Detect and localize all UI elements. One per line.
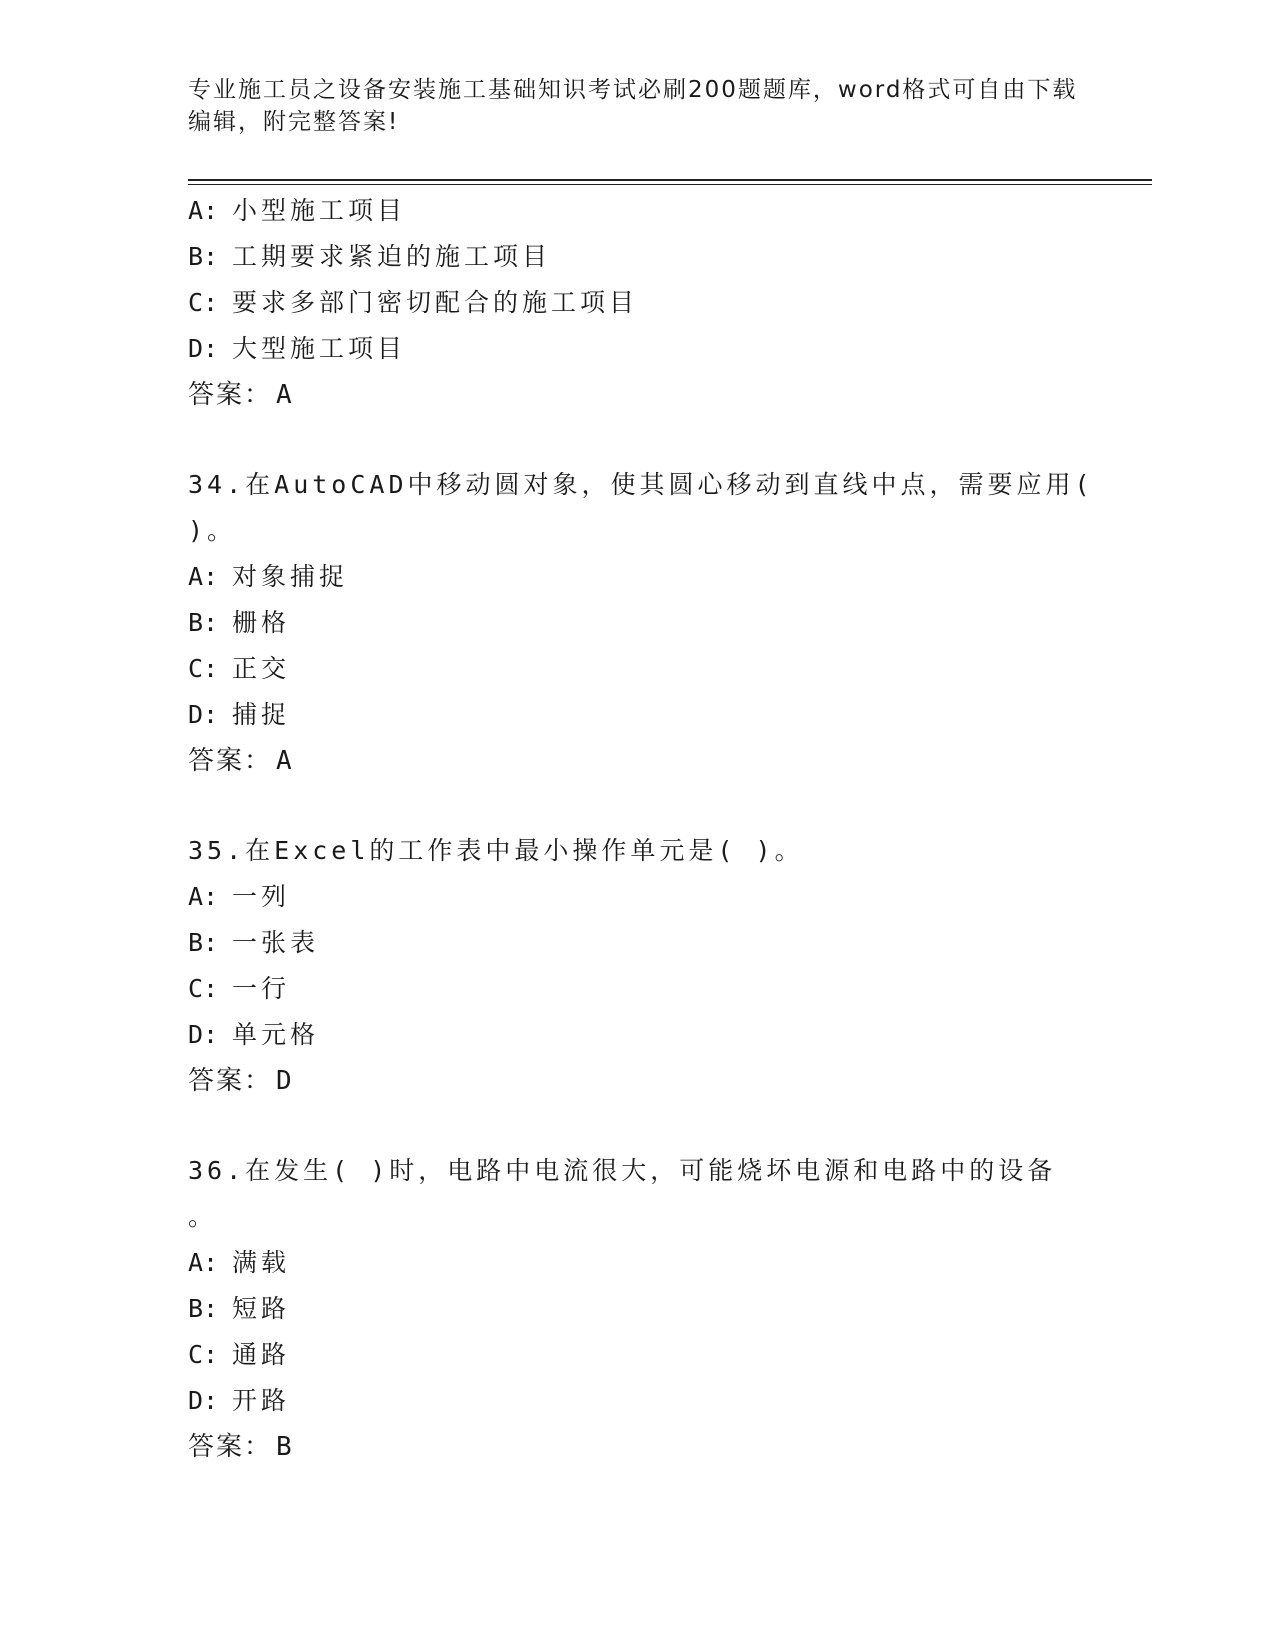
option-text: 短路 [232, 1294, 291, 1323]
option-label: A: [188, 196, 219, 225]
answer-line [188, 372, 1088, 418]
option-a [188, 1240, 1088, 1286]
option-c [188, 646, 1088, 692]
option-a [188, 554, 1088, 600]
answer-value: A [276, 380, 294, 410]
option-label: A: [188, 882, 219, 911]
option-d [188, 692, 1088, 738]
option-text: 一行 [232, 974, 291, 1003]
option-d [188, 1012, 1088, 1058]
option-c [188, 1332, 1088, 1378]
option-b [188, 600, 1088, 646]
header-divider-thin [188, 184, 1152, 185]
question-block-34 [188, 462, 1094, 784]
option-text: 工期要求紧迫的施工项目 [232, 242, 552, 271]
option-c [188, 280, 1088, 326]
header-line-2: 编辑，附完整答案! [188, 109, 400, 135]
option-label: C: [188, 288, 219, 317]
option-b [188, 1286, 1088, 1332]
option-label: D: [188, 700, 219, 729]
option-label: B: [188, 928, 219, 957]
question-block-35 [188, 828, 1088, 1104]
option-text: 大型施工项目 [232, 334, 407, 363]
option-label: D: [188, 1020, 219, 1049]
option-label: C: [188, 654, 219, 683]
header-line-1: 专业施工员之设备安装施工基础知识考试必刷200题题库，word格式可自由下载 [188, 77, 1078, 103]
option-text: 对象捕捉 [232, 562, 349, 591]
answer-line [188, 1058, 1088, 1104]
option-d [188, 326, 1088, 372]
option-text: 一张表 [232, 928, 320, 957]
question-text-cont: )。 [188, 516, 237, 545]
option-label: A: [188, 1248, 219, 1277]
option-label: C: [188, 1340, 219, 1369]
option-label: D: [188, 334, 219, 363]
answer-label: 答案： [188, 380, 273, 410]
answer-value: B [276, 1432, 294, 1462]
question-text-cont: 。 [188, 1202, 218, 1231]
option-b [188, 234, 1088, 280]
option-text: 开路 [232, 1386, 291, 1415]
option-text: 通路 [232, 1340, 291, 1369]
document-header [188, 74, 1088, 138]
question-block-33 [188, 188, 1088, 418]
question-text: 36.在发生( )时，电路中电流很大，可能烧坏电源和电路中的设备 [188, 1156, 1057, 1185]
option-label: C: [188, 974, 219, 1003]
option-label: A: [188, 562, 219, 591]
option-d [188, 1378, 1088, 1424]
answer-label: 答案： [188, 1066, 273, 1096]
answer-value: A [276, 746, 294, 776]
question-text: 34.在AutoCAD中移动圆对象，使其圆心移动到直线中点，需要应用( [188, 470, 1094, 499]
answer-label: 答案： [188, 1432, 273, 1462]
question-list [188, 188, 1094, 1470]
option-text: 小型施工项目 [232, 196, 407, 225]
answer-label: 答案： [188, 746, 273, 776]
header-divider-thick [188, 179, 1152, 181]
option-text: 满载 [232, 1248, 291, 1277]
option-label: B: [188, 242, 219, 271]
option-b [188, 920, 1088, 966]
option-c [188, 966, 1088, 1012]
option-text: 要求多部门密切配合的施工项目 [232, 288, 639, 317]
question-block-36 [188, 1148, 1088, 1470]
option-label: D: [188, 1386, 219, 1415]
answer-value: D [276, 1066, 294, 1096]
option-a [188, 874, 1088, 920]
option-text: 栅格 [232, 608, 291, 637]
option-label: B: [188, 608, 219, 637]
option-text: 正交 [232, 654, 291, 683]
option-label: B: [188, 1294, 219, 1323]
answer-line [188, 738, 1088, 784]
answer-line [188, 1424, 1088, 1470]
option-text: 单元格 [232, 1020, 320, 1049]
option-text: 捕捉 [232, 700, 291, 729]
option-a [188, 188, 1088, 234]
option-text: 一列 [232, 882, 291, 911]
question-text: 35.在Excel的工作表中最小操作单元是( )。 [188, 836, 804, 865]
